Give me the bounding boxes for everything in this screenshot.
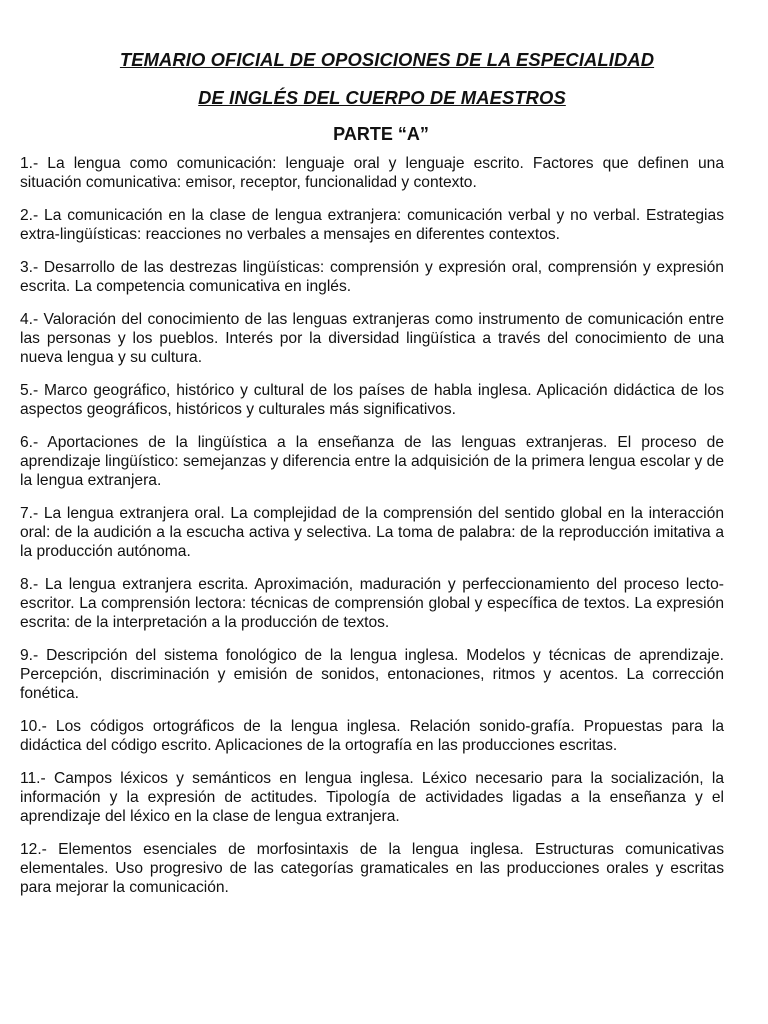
part-heading: PARTE “A” (333, 124, 429, 144)
topic-1: 1.- La lengua como comunicación: lenguaje oral y lenguaje escrito. Factores que definen una situación comunicativa: emisor, receptor, funcionalidad y contexto. (20, 155, 724, 191)
topic-11: 11.- Campos léxicos y semánticos en lengua inglesa. Léxico necesario para la socialización, la información y la expresión de actitudes. Tipología de actividades ligadas a la enseñanza y el aprendizaje del léxico en la clase de lengua extranjera. (20, 770, 724, 825)
topic-list (20, 154, 724, 897)
document-title-line-1: TEMARIO OFICIAL DE OPOSICIONES DE LA ESPECIALIDAD (119, 49, 655, 70)
document-title-line-2: DE INGLÉS DEL CUERPO DE MAESTROS (198, 87, 566, 108)
topic-3: 3.- Desarrollo de las destrezas lingüísticas: comprensión y expresión oral, comprensión y expresión escrita. La competencia comunicativa en inglés. (20, 259, 724, 295)
topic-9: 9.- Descripción del sistema fonológico de la lengua inglesa. Modelos y técnicas de aprendizaje. Percepción, discriminación y emisión de sonidos, entonaciones, ritmos y acentos. La corrección fonética. (20, 647, 724, 702)
topic-4: 4.- Valoración del conocimiento de las lenguas extranjeras como instrumento de comunicación entre las personas y los pueblos. Interés por la diversidad lingüística a través del conocimiento de una nueva lengua y su cultura. (20, 311, 724, 366)
topic-8: 8.- La lengua extranjera escrita. Aproximación, maduración y perfeccionamiento del proceso lecto-escritor. La comprensión lectora: técnicas de comprensión global y específica de textos. La expresión escrita: de la interpretación a la producción de textos. (20, 576, 724, 631)
topic-7: 7.- La lengua extranjera oral. La complejidad de la comprensión del sentido global en la interacción oral: de la audición a la escucha activa y selectiva. La toma de palabra: de la reproducción imitativa a la producción autónoma. (20, 505, 724, 560)
topic-12: 12.- Elementos esenciales de morfosintaxis de la lengua inglesa. Estructuras comunicativas elementales. Uso progresivo de las categorías gramaticales en las producciones orales y escritas para mejorar la comunicación. (20, 841, 724, 896)
topic-5: 5.- Marco geográfico, histórico y cultural de los países de habla inglesa. Aplicación didáctica de los aspectos geográficos, históricos y culturales más significativos. (20, 382, 724, 418)
topic-10: 10.- Los códigos ortográficos de la lengua inglesa. Relación sonido-grafía. Propuestas para la didáctica del código escrito. Aplicaciones de la ortografía en las producciones escritas. (20, 718, 724, 754)
topic-2: 2.- La comunicación en la clase de lengua extranjera: comunicación verbal y no verbal. Estrategias extra-lingüísticas: reacciones no verbales a mensajes en diferentes contextos. (20, 207, 724, 243)
topic-6: 6.- Aportaciones de la lingüística a la enseñanza de las lenguas extranjeras. El proceso de aprendizaje lingüístico: semejanzas y diferencia entre la adquisición de la primera lengua escolar y de la lengua extranjera. (20, 434, 724, 489)
